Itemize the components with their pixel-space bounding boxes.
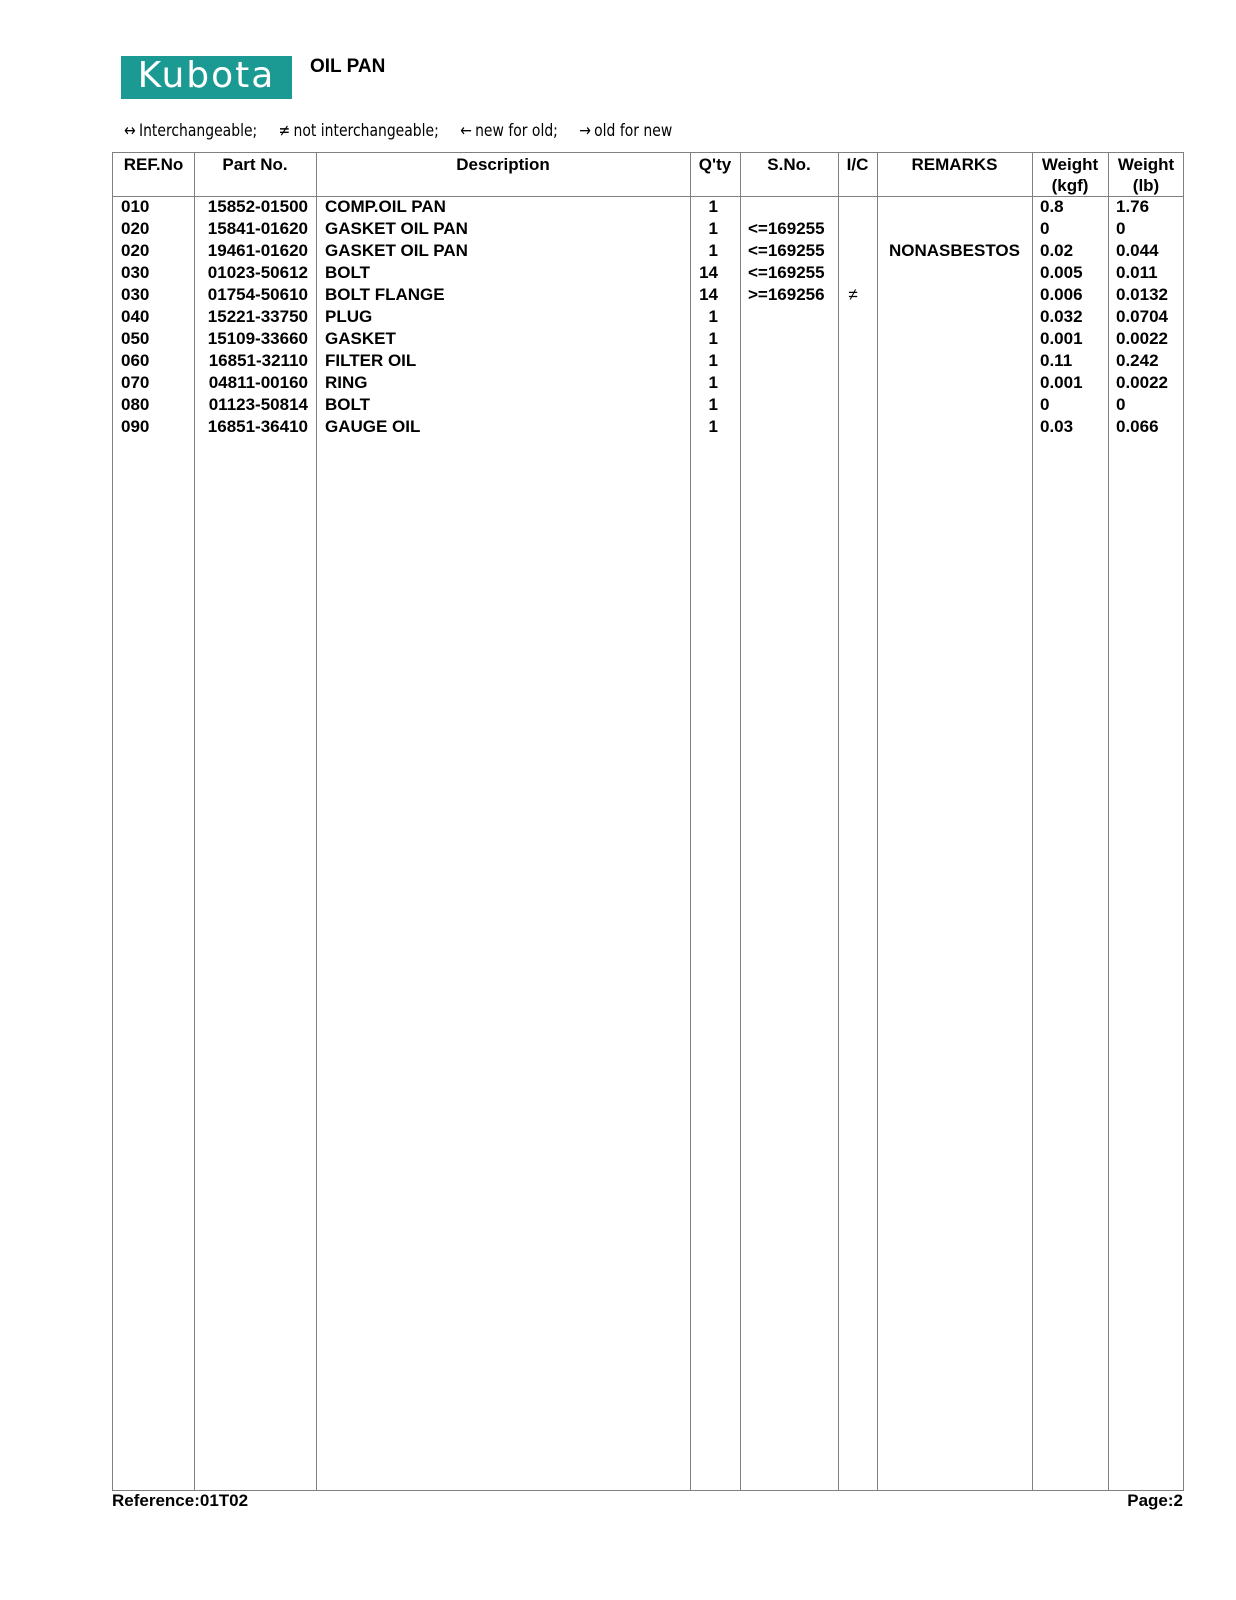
header-ic: I/C	[846, 155, 869, 174]
cell-qty: 1	[708, 395, 718, 414]
reference-label: Reference:01T02	[112, 1491, 249, 1510]
cell-wlb: 0.0022	[1116, 329, 1168, 348]
cell-desc: PLUG	[325, 307, 373, 326]
cell-wlb: 0	[1116, 395, 1126, 414]
double-arrow-icon: ↔	[124, 121, 136, 141]
cell-sno: <=169255	[748, 219, 825, 238]
table-row	[113, 372, 1183, 394]
cell-qty: 14	[699, 263, 718, 282]
cell-wlb: 0.066	[1116, 417, 1159, 436]
cell-ref: 040	[121, 307, 150, 326]
cell-qty: 1	[708, 373, 718, 392]
cell-qty: 1	[708, 219, 718, 238]
cell-ref: 020	[121, 219, 150, 238]
cell-part: 04811-00160	[208, 373, 308, 392]
table-row	[113, 218, 1183, 240]
table-row	[113, 306, 1183, 328]
cell-part: 15841-01620	[207, 219, 308, 238]
cell-qty: 1	[708, 417, 718, 436]
legend-text: not interchangeable;	[293, 121, 439, 141]
header-weight-lb-line2: (lb)	[1132, 176, 1160, 195]
cell-wlb: 0.044	[1116, 241, 1159, 260]
table-row	[113, 196, 1183, 218]
cell-wlb: 0.011	[1116, 263, 1158, 282]
cell-wlb: 0.0704	[1116, 307, 1168, 326]
table-row	[113, 350, 1183, 372]
table-row	[113, 284, 1183, 306]
cell-qty: 1	[708, 307, 718, 326]
cell-desc: GAUGE OIL	[325, 417, 421, 436]
cell-sno: <=169255	[748, 263, 825, 282]
cell-part: 01754-50610	[207, 285, 308, 304]
cell-part: 19461-01620	[207, 241, 308, 260]
legend-text: Interchangeable;	[138, 121, 258, 141]
cell-desc: FILTER OIL	[325, 351, 417, 370]
table-row	[113, 416, 1183, 438]
cell-remarks: NONASBESTOS	[889, 241, 1020, 260]
cell-ref: 020	[121, 241, 150, 260]
cell-desc: RING	[325, 373, 368, 392]
cell-part: 01023-50612	[207, 263, 308, 282]
cell-part: 15852-01500	[207, 197, 308, 216]
right-arrow-icon: →	[579, 121, 591, 141]
header-qty: Q'ty	[698, 155, 732, 174]
page-title: OIL PAN	[310, 56, 386, 77]
cell-qty: 1	[708, 351, 718, 370]
table-row	[113, 262, 1183, 284]
cell-qty: 1	[708, 329, 718, 348]
header-description: Description	[456, 155, 550, 174]
cell-wkg: 0.11	[1040, 351, 1073, 370]
cell-part: 16851-32110	[208, 351, 308, 370]
header-weight-kgf-line1: Weight	[1041, 155, 1099, 174]
legend-not-interchangeable	[279, 121, 439, 141]
header-remarks: REMARKS	[911, 155, 998, 174]
logo-text: Kubota	[137, 55, 276, 96]
header-weight-lb	[1108, 153, 1184, 196]
parts-table	[112, 152, 1184, 1491]
cell-wkg: 0.006	[1040, 285, 1083, 304]
cell-wkg: 0.005	[1040, 263, 1083, 282]
table-row	[113, 328, 1183, 350]
legend-text: new for old;	[475, 121, 558, 141]
cell-desc: COMP.OIL PAN	[325, 197, 446, 216]
legend-interchangeable	[124, 121, 257, 141]
cell-sno: <=169255	[748, 241, 825, 260]
table-row	[113, 394, 1183, 416]
cell-ref: 070	[121, 373, 150, 392]
cell-ref: 010	[121, 197, 150, 216]
cell-desc: BOLT FLANGE	[325, 285, 445, 304]
cell-wlb: 0	[1116, 219, 1126, 238]
cell-part: 15109-33660	[207, 329, 308, 348]
interchangeability-legend	[124, 121, 694, 141]
cell-ref: 030	[121, 285, 150, 304]
cell-wkg: 0.032	[1040, 307, 1083, 326]
header-serial-no: S.No.	[767, 155, 811, 174]
cell-sno: >=169256	[748, 285, 825, 304]
cell-wlb: 0.0132	[1116, 285, 1168, 304]
cell-ref: 050	[121, 329, 150, 348]
cell-qty: 1	[708, 197, 718, 216]
header-weight-kgf-line2: (kgf)	[1051, 176, 1089, 195]
cell-ref: 090	[121, 417, 150, 436]
cell-wlb: 0.242	[1116, 351, 1159, 370]
cell-wkg: 0	[1040, 395, 1050, 414]
cell-ref: 030	[121, 263, 150, 282]
cell-ref: 060	[121, 351, 150, 370]
header-weight-kgf	[1032, 153, 1108, 196]
cell-desc: GASKET	[325, 329, 396, 348]
header-ref-no: REF.No	[123, 155, 184, 174]
header-part-no: Part No.	[222, 155, 288, 174]
legend-new-for-old	[460, 121, 558, 141]
page-number: Page:2	[1127, 1491, 1183, 1510]
cell-part: 16851-36410	[207, 417, 308, 436]
cell-desc: GASKET OIL PAN	[325, 219, 468, 238]
cell-wlb: 0.0022	[1116, 373, 1168, 392]
cell-qty: 1	[708, 241, 718, 260]
cell-desc: GASKET OIL PAN	[325, 241, 468, 260]
not-equal-icon: ≠	[278, 121, 291, 141]
legend-text: old for new	[594, 121, 673, 141]
cell-part: 15221-33750	[207, 307, 308, 326]
header-weight-lb-line1: Weight	[1117, 155, 1175, 174]
cell-desc: BOLT	[325, 395, 371, 414]
table-row	[113, 240, 1183, 262]
cell-wkg: 0.001	[1040, 373, 1083, 392]
cell-desc: BOLT	[325, 263, 371, 282]
cell-ref: 080	[121, 395, 150, 414]
cell-wkg: 0.001	[1040, 329, 1083, 348]
cell-part: 01123-50814	[208, 395, 308, 414]
left-arrow-icon: ←	[460, 121, 472, 141]
cell-wlb: 1.76	[1116, 197, 1150, 216]
cell-wkg: 0.03	[1040, 417, 1074, 436]
cell-wkg: 0	[1040, 219, 1050, 238]
legend-old-for-new	[579, 121, 672, 141]
cell-wkg: 0.8	[1040, 197, 1064, 216]
cell-ic: ≠	[848, 285, 858, 304]
cell-qty: 14	[699, 285, 718, 304]
kubota-logo	[121, 56, 292, 99]
cell-wkg: 0.02	[1040, 241, 1074, 260]
